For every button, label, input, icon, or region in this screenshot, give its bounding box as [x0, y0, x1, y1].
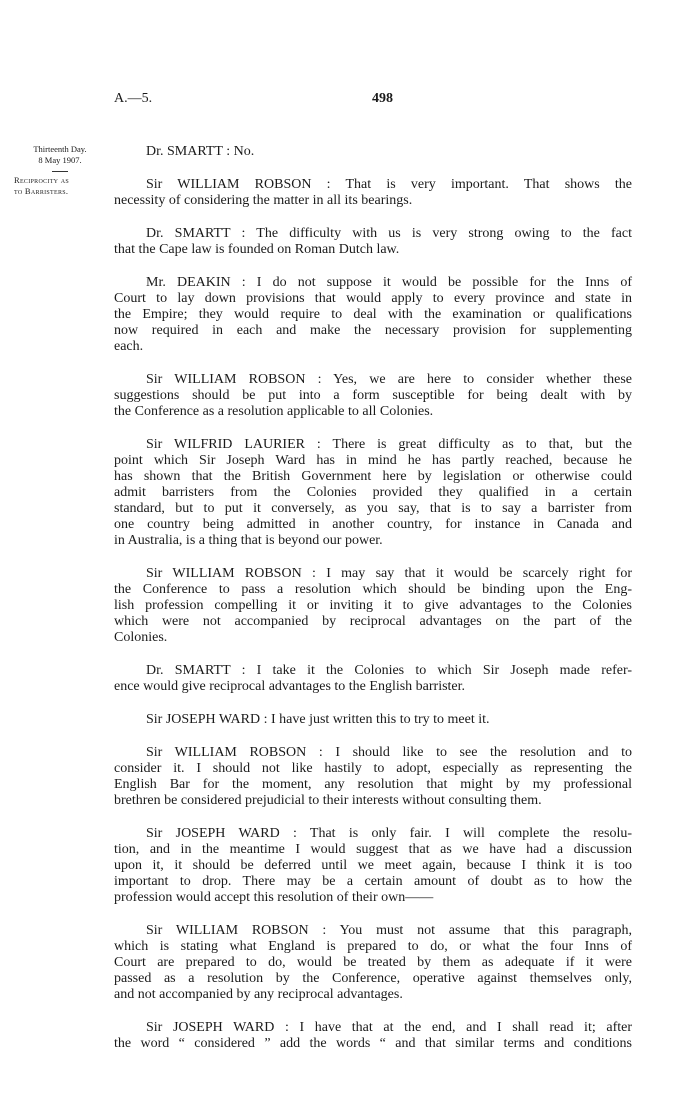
- text-line: now required in each and make the necessary provision for supplementing: [114, 323, 632, 338]
- text-line: necessity of considering the matter in all its bearings.: [114, 193, 413, 208]
- text-line: consider it. I should not like hastily to adopt, especially as representing the: [114, 761, 632, 776]
- text-line: Sir JOSEPH WARD : I have that at the end, and I shall read it; after: [146, 1020, 632, 1035]
- text-line: ence would give reciprocal advantages to the English barrister.: [114, 679, 466, 694]
- text-line: Court are prepared to do, would be treated by them as adequate if it were: [114, 955, 632, 970]
- text-line: the word “ considered ” add the words “ and that similar terms and conditions: [114, 1036, 632, 1051]
- text-line: one country being admitted in another country, for instance in Canada and: [114, 517, 632, 532]
- text-line: brethren be considered prejudicial to their interests without consulting them.: [114, 793, 542, 808]
- margin-topic-line2: to Barristers.: [14, 186, 69, 196]
- document-body: [114, 144, 632, 1069]
- text-line: Colonies.: [114, 630, 168, 645]
- page-number: 498: [372, 91, 393, 106]
- text-line: tion, and in the meantime I would suggest that as we have had a discussion: [114, 842, 632, 857]
- speech-paragraph: [114, 275, 632, 355]
- text-line: that the Cape law is founded on Roman Dutch law.: [114, 242, 400, 257]
- speech-paragraph: [114, 712, 632, 728]
- speech-paragraph: [114, 1020, 632, 1052]
- text-line: Dr. SMARTT : No.: [146, 144, 255, 159]
- text-line: has shown that the British Government here by legislation or otherwise could: [114, 469, 632, 484]
- text-line: important to drop. There may be a certain amount of doubt as to how the: [114, 874, 632, 889]
- text-line: profession would accept this resolution of their own——: [114, 890, 434, 905]
- speech-paragraph: [114, 144, 632, 160]
- speech-paragraph: [114, 372, 632, 420]
- text-line: Sir WILLIAM ROBSON : That is very important. That shows the: [146, 177, 632, 192]
- margin-divider: [52, 171, 68, 172]
- text-line: Sir JOSEPH WARD : I have just written this to try to meet it.: [146, 712, 490, 727]
- speech-paragraph: [114, 745, 632, 809]
- speech-paragraph: [114, 226, 632, 258]
- text-line: in Australia, is a thing that is beyond our power.: [114, 533, 383, 548]
- text-line: English Bar for the moment, any resolution that might by my professional: [114, 777, 632, 792]
- speech-paragraph: [114, 826, 632, 906]
- margin-date: 8 May 1907.: [38, 155, 82, 165]
- text-line: which were not accompanied by reciprocal advantages on the part of the: [114, 614, 632, 629]
- text-line: the Conference as a resolution applicable to all Colonies.: [114, 404, 434, 419]
- speech-paragraph: [114, 663, 632, 695]
- text-line: the Conference to pass a resolution which should be binding upon the Eng-: [114, 582, 632, 597]
- speech-paragraph: [114, 177, 632, 209]
- margin-note: [14, 144, 106, 197]
- text-line: Sir JOSEPH WARD : That is only fair. I will complete the resolu-: [146, 826, 632, 841]
- text-line: Sir WILLIAM ROBSON : You must not assume that this paragraph,: [146, 923, 632, 938]
- speech-paragraph: [114, 923, 632, 1003]
- text-line: Dr. SMARTT : The difficulty with us is very strong owing to the fact: [146, 226, 632, 241]
- text-line: each.: [114, 339, 144, 354]
- margin-topic-line1: Reciprocity as: [14, 175, 69, 185]
- speech-paragraph: [114, 566, 632, 646]
- text-line: which is stating what England is prepared to do, or what the four Inns of: [114, 939, 632, 954]
- document-reference: A.—5.: [114, 91, 153, 106]
- text-line: passed as a resolution by the Conference, operative against themselves only,: [114, 971, 632, 986]
- text-line: admit barristers from the Colonies provided they qualified in a certain: [114, 485, 632, 500]
- text-line: standard, but to put it conversely, as you say, that is to say a barrister from: [114, 501, 632, 516]
- text-line: point which Sir Joseph Ward has in mind he has partly reached, because he: [114, 453, 632, 468]
- text-line: Sir WILLIAM ROBSON : I should like to see the resolution and to: [146, 745, 632, 760]
- text-line: Dr. SMARTT : I take it the Colonies to which Sir Joseph made refer-: [146, 663, 632, 678]
- text-line: and not accompanied by any reciprocal advantages.: [114, 987, 403, 1002]
- margin-day: Thirteenth Day.: [33, 144, 87, 154]
- text-line: Mr. DEAKIN : I do not suppose it would be possible for the Inns of: [146, 275, 632, 290]
- text-line: the Empire; they would require to deal with the examination or qualifications: [114, 307, 632, 322]
- text-line: lish profession compelling it or inviting it to give advantages to the Colonies: [114, 598, 632, 613]
- text-line: Sir WILLIAM ROBSON : Yes, we are here to consider whether these: [146, 372, 632, 387]
- text-line: Court to lay down provisions that would apply to every province and state in: [114, 291, 632, 306]
- speech-paragraph: [114, 437, 632, 549]
- text-line: Sir WILFRID LAURIER : There is great difficulty as to that, but the: [146, 437, 632, 452]
- text-line: Sir WILLIAM ROBSON : I may say that it would be scarcely right for: [146, 566, 632, 581]
- text-line: suggestions should be put into a form susceptible for being dealt with by: [114, 388, 632, 403]
- text-line: upon it, it should be deferred until we meet again, because I think it is too: [114, 858, 632, 873]
